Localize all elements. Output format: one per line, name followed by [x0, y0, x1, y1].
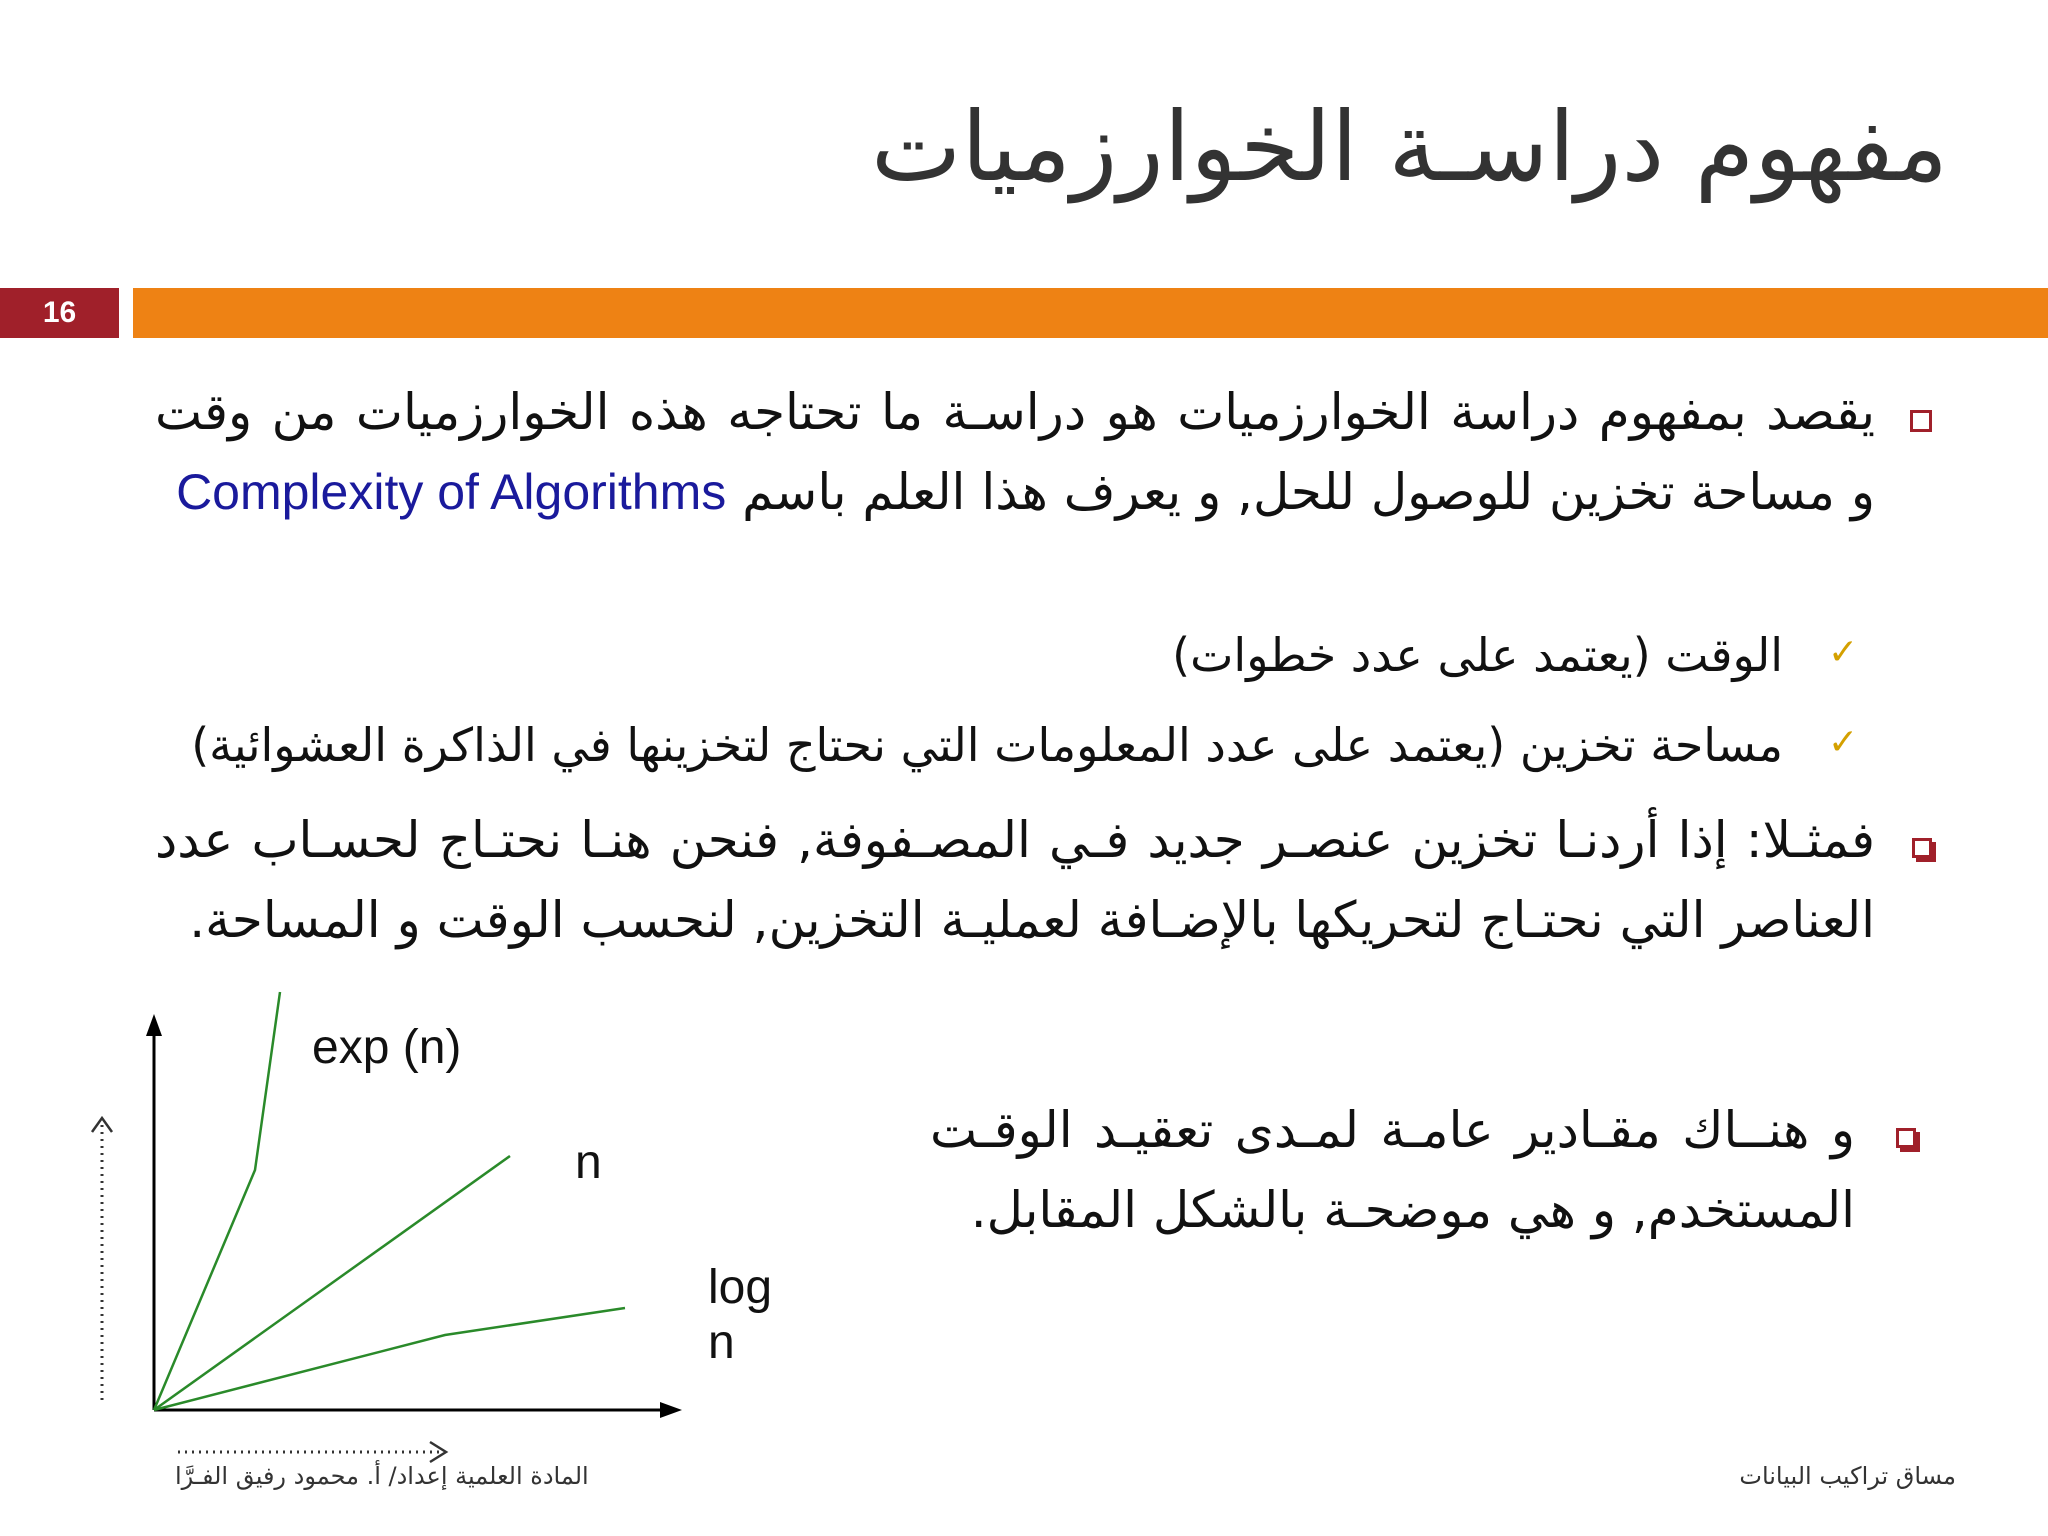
sub-bullet-time: الوقت (يعتمد على عدد خطوات) — [1172, 628, 1783, 682]
sub-bullet-storage: مساحة تخزين (يعتمد على عدد المعلومات التي نحتاج لتخزينها في الذاكرة العشوائية) — [191, 718, 1783, 772]
bullet-marker-3 — [1896, 1128, 1916, 1148]
footer-author: المادة العلمية إعداد/ أ. محمود رفيق الفـرَّا — [175, 1462, 589, 1490]
check-icon-2: ✓ — [1828, 722, 1859, 763]
footer-course: مساق تراكيب البيانات — [1739, 1462, 1956, 1490]
label-exp-n: exp (n) — [312, 1021, 462, 1074]
complexity-term: Complexity of Algorithms — [176, 464, 727, 520]
slide-title: مفهوم دراسـة الخوارزميات — [871, 91, 1948, 203]
exp-n-curve — [154, 992, 280, 1410]
check-icon-1: ✓ — [1828, 632, 1859, 673]
bullet-marker-1 — [1910, 410, 1932, 432]
bullet-3-text: و هنــاك مقـادير عامـة لمـدى تعقيـد الوقـت المستخدم, و هي موضحـة بالشكل المقابل. — [930, 1101, 1855, 1239]
label-log-n: log n — [708, 1261, 773, 1369]
label-n: n — [575, 1136, 602, 1189]
slide-number: 16 — [0, 288, 119, 338]
bullet-1-body: يقصد بمفهوم دراسة الخوارزميات هو دراسـة ما تحتاجه هذه الخوارزميات من وقت و مساحة تخزين للوصول للحل, و يعرف هذا العلم باسم — [155, 383, 1875, 521]
bullet-2-text: فمثـلا: إذا أردنـا تخزين عنصـر جديد فـي المصـفوفة, فنحن هنـا نحتـاج لحسـاب عدد العناصر التي نحتـاج لتحريكها بالإضـافة لعمليـة التخزين, لنحسب الوقت و المساحة. — [155, 811, 1875, 949]
bullet-marker-2 — [1912, 838, 1932, 858]
title-divider-bar — [133, 288, 2048, 338]
x-axis-arrowhead — [660, 1402, 682, 1418]
complexity-graph — [60, 970, 780, 1474]
bullet-1-text — [155, 372, 1875, 532]
y-axis-arrowhead — [146, 1014, 162, 1036]
